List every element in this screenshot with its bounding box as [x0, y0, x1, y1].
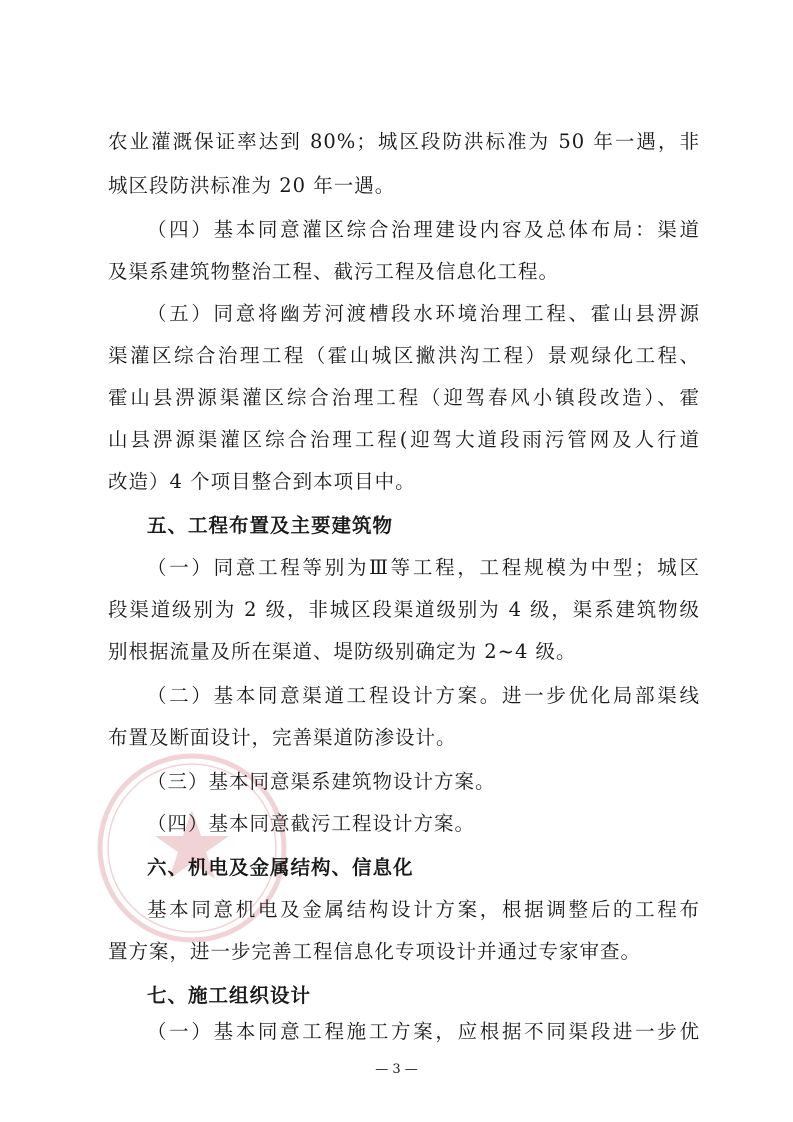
paragraph-line: 改造）4 个项目整合到本项目中。	[108, 470, 416, 493]
paragraph-line: 渠灌区综合治理工程（霍山城区撇洪沟工程）景观绿化工程、	[108, 344, 700, 367]
paragraph-line: 山县淠源渠灌区综合治理工程(迎驾大道段雨污管网及人行道	[108, 428, 700, 451]
paragraph-line: 城区段防洪标准为 20 年一遇。	[108, 174, 396, 197]
paragraph-line: （二）基本同意渠道工程设计方案。进一步优化局部渠线	[147, 684, 700, 707]
section-heading: 六、机电及金属结构、信息化	[147, 856, 414, 879]
section-heading: 五、工程布置及主要建筑物	[147, 514, 394, 537]
section-heading: 七、施工组织设计	[147, 984, 312, 1007]
paragraph-line: （一）同意工程等别为Ⅲ等工程，工程规模为中型；城区	[147, 556, 700, 579]
paragraph-line: 置方案，进一步完善工程信息化专项设计并通过专家审查。	[108, 940, 642, 963]
paragraph-line: 布置及断面设计，完善渠道防渗设计。	[108, 726, 457, 749]
paragraph-line: 基本同意机电及金属结构设计方案，根据调整后的工程布	[147, 898, 700, 921]
paragraph-line: （五）同意将幽芳河渡槽段水环境治理工程、霍山县淠源	[147, 302, 700, 325]
paragraph-line: 及渠系建筑物整治工程、截污工程及信息化工程。	[108, 260, 560, 283]
page-number: — 3 —	[375, 1062, 418, 1077]
paragraph-line: （四）基本同意截污工程设计方案。	[147, 812, 476, 835]
paragraph-line: （三）基本同意渠系建筑物设计方案。	[147, 770, 496, 793]
paragraph-line: 别根据流量及所在渠道、堤防级别确定为 2~4 级。	[108, 640, 577, 663]
paragraph-line: 农业灌溉保证率达到 80%；城区段防洪标准为 50 年一遇，非	[108, 130, 700, 153]
paragraph-line: 段渠道级别为 2 级，非城区段渠道级别为 4 级，渠系建筑物级	[108, 598, 700, 621]
paragraph-line: （一）基本同意工程施工方案，应根据不同渠段进一步优	[147, 1020, 700, 1043]
paragraph-line: 霍山县淠源渠灌区综合治理工程（迎驾春风小镇段改造）、霍	[108, 386, 700, 409]
paragraph-line: （四）基本同意灌区综合治理建设内容及总体布局：渠道	[147, 218, 700, 241]
